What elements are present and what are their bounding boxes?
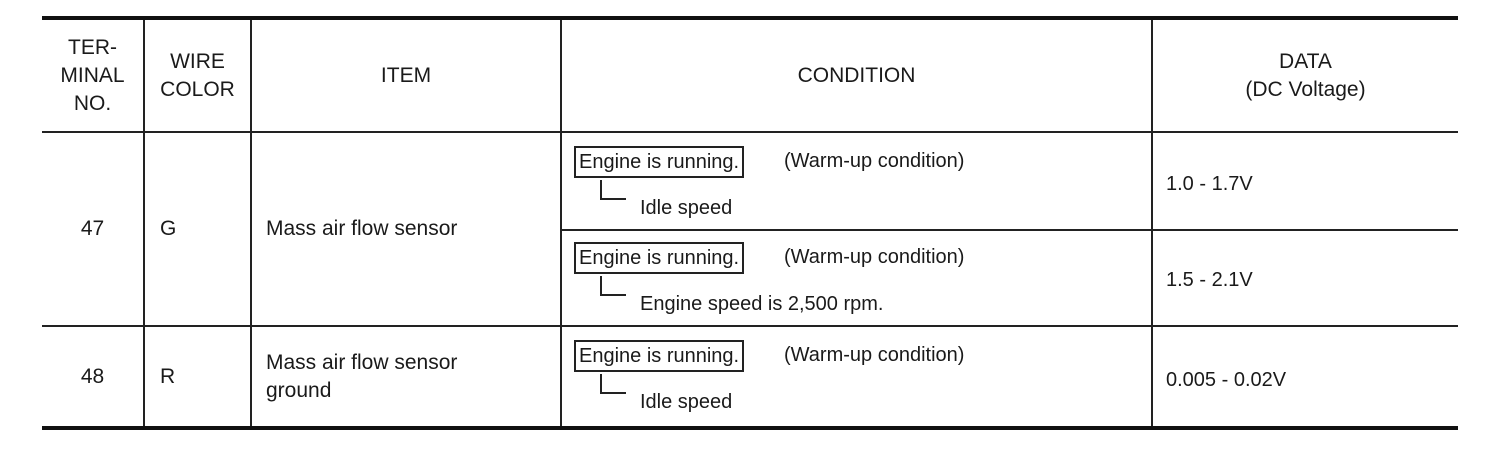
condition-sub: Idle speed: [640, 197, 733, 219]
header-data: [1153, 20, 1458, 131]
condition-sub: Engine speed is 2,500 rpm.: [640, 293, 884, 315]
condition-qualifier: (Warm-up condition): [784, 344, 965, 366]
item-name-line: ground: [266, 378, 332, 402]
header-wire-color: [145, 20, 250, 131]
header-item-label: ITEM: [380, 63, 432, 87]
table-row-48-terminal: [42, 327, 143, 426]
condition-block: [574, 242, 1144, 322]
table-row-47-terminal: [42, 133, 143, 325]
table-row-48-item: [266, 327, 556, 426]
condition-boxed-label: Engine is running.: [574, 242, 744, 274]
condition-boxed-label: Engine is running.: [574, 146, 744, 178]
wire-color: R: [160, 364, 176, 388]
header-terminal-no: [42, 20, 143, 131]
item-name-line: Mass air flow sensor: [266, 350, 458, 374]
header-terminal-line: MINAL: [60, 63, 125, 87]
header-wire-line: WIRE: [170, 49, 225, 73]
tree-connector: [600, 374, 626, 394]
header-condition-label: CONDITION: [797, 63, 916, 87]
condition-divider: [560, 229, 1458, 231]
table-bottom-rule: [42, 426, 1458, 430]
header-data-line: (DC Voltage): [1245, 77, 1366, 101]
table-row-47-item: [266, 133, 556, 325]
row-divider: [42, 325, 1458, 327]
terminal-data-table: [42, 16, 1458, 430]
header-terminal-line: NO.: [73, 91, 112, 115]
condition-sub: Idle speed: [640, 391, 733, 413]
header-data-line: DATA: [1279, 49, 1332, 73]
tree-connector: [600, 180, 626, 200]
header-wire-line: COLOR: [160, 77, 235, 101]
header-condition: [562, 20, 1151, 131]
wire-color: G: [160, 217, 177, 240]
tree-connector: [600, 276, 626, 296]
header-terminal-line: TER-: [68, 35, 117, 59]
condition-block: [574, 146, 1144, 226]
table-row-47-wire: [160, 133, 240, 325]
condition-block: [574, 340, 1144, 420]
voltage-value: 1.5 - 2.1V: [1166, 269, 1253, 291]
item-name: Mass air flow sensor: [266, 217, 458, 240]
header-divider: [42, 131, 1458, 133]
header-item: [252, 20, 560, 131]
voltage-value: 0.005 - 0.02V: [1166, 369, 1287, 391]
terminal-no: 48: [80, 364, 105, 388]
condition-qualifier: (Warm-up condition): [784, 150, 965, 172]
terminal-no: 47: [80, 217, 105, 240]
voltage-value: 1.0 - 1.7V: [1166, 173, 1253, 195]
condition-qualifier: (Warm-up condition): [784, 246, 965, 268]
condition-boxed-label: Engine is running.: [574, 340, 744, 372]
table-row-48-wire: [160, 327, 240, 426]
